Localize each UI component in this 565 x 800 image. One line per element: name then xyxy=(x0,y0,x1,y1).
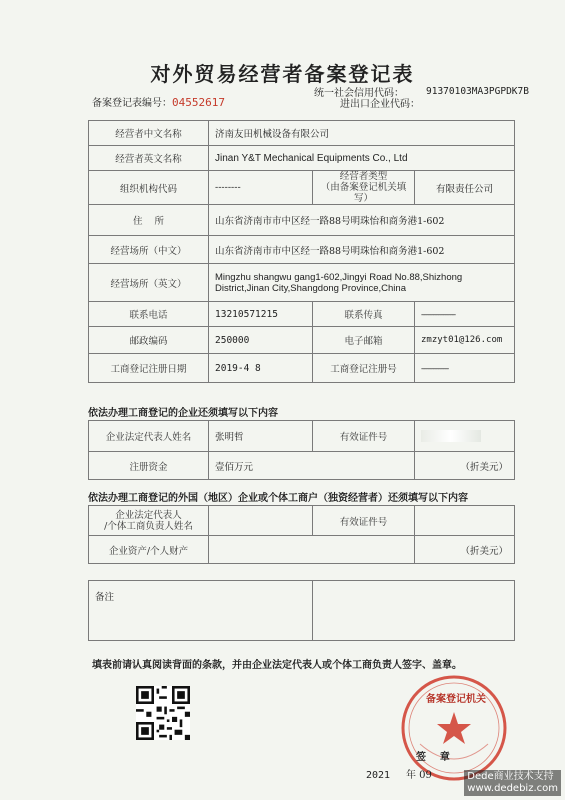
biz-reg-no-label: 工商登记注册号 xyxy=(313,354,415,383)
footer-note: 填表前请认真阅读背面的条款，并由企业法定代表人或个体工商负责人签字、盖章。 xyxy=(92,660,462,671)
registration-number xyxy=(92,94,225,109)
assets-label: 企业资产/个人财产 xyxy=(89,536,209,564)
cn-name-value: 济南友田机械设备有限公司 xyxy=(209,121,515,146)
import-export-code-label: 进出口企业代码： xyxy=(340,99,420,110)
legal-rep-value: 张明哲 xyxy=(209,421,313,452)
org-code-label: 组织机构代码 xyxy=(89,171,209,205)
section2-rep-label-line2: /个体工商负责人姓名 xyxy=(104,520,193,532)
capital-label: 注册资金 xyxy=(89,452,209,480)
site-cn-value: 山东省济南市市中区经一路88号明珠怡和商务港1-602 xyxy=(209,236,515,264)
table-row xyxy=(89,146,515,171)
assets-value xyxy=(209,536,415,564)
form-title: 对外贸易经营者备案登记表 xyxy=(150,62,415,86)
section2-rep-label-line1: 企业法定代表人 xyxy=(115,509,182,521)
email-value: zmzyt01@126.com xyxy=(415,327,515,354)
table-row xyxy=(89,264,515,302)
reg-date-label: 工商登记注册日期 xyxy=(89,354,209,383)
biz-reg-no-value: ---------------- xyxy=(415,354,515,383)
remarks-label: 备注 xyxy=(89,581,313,641)
operator-type-value: 有限责任公司 xyxy=(415,171,515,205)
en-name-value: Jinan Y&T Mechanical Equipments Co., Ltd xyxy=(209,146,515,171)
phone-value: 13210571215 xyxy=(209,302,313,327)
site-en-value: Mingzhu shangwu gang1-602,Jingyi Road No.88,Shizhong District,Jinan City,Shangdong Province,China xyxy=(209,264,515,302)
remarks-table xyxy=(88,580,515,641)
en-name-label: 经营者英文名称 xyxy=(89,146,209,171)
capital-unit: （折美元） xyxy=(415,452,515,480)
table-row xyxy=(89,452,515,480)
credit-code-value: 91370103MA3PGPDK7B xyxy=(426,86,529,97)
issue-date-year: 2021 xyxy=(366,770,391,781)
assets-unit: （折美元） xyxy=(415,536,515,564)
table-row xyxy=(89,327,515,354)
postcode-value: 250000 xyxy=(209,327,313,354)
email-label: 电子邮箱 xyxy=(313,327,415,354)
table-row xyxy=(89,354,515,383)
section2-id-value xyxy=(415,506,515,536)
fax-label: 联系传真 xyxy=(313,302,415,327)
watermark xyxy=(464,770,561,796)
section1-id-label: 有效证件号 xyxy=(313,421,415,452)
registration-number-label: 备案登记表编号： xyxy=(92,98,172,109)
qr-code-icon xyxy=(136,686,190,740)
section1-heading: 依法办理工商登记的企业还须填写以下内容 xyxy=(88,408,278,419)
table-row xyxy=(89,536,515,564)
registration-number-value: 04552617 xyxy=(172,96,225,109)
section1-table xyxy=(88,420,515,480)
section2-heading: 依法办理工商登记的外国（地区）企业或个体工商户（独资经营者）还须填写以下内容 xyxy=(88,493,468,504)
issue-date xyxy=(366,766,432,781)
org-code-value: -------- xyxy=(209,171,313,205)
watermark-line2: www.dedebiz.com xyxy=(467,783,558,794)
remarks-value xyxy=(313,581,515,641)
table-row xyxy=(89,205,515,236)
table-row xyxy=(89,506,515,536)
signature-label: 签 章 xyxy=(416,752,450,763)
cn-name-label: 经营者中文名称 xyxy=(89,121,209,146)
postcode-label: 邮政编码 xyxy=(89,327,209,354)
operator-type-label-line2: （由备案登记机关填写） xyxy=(320,182,407,204)
operator-type-label xyxy=(313,171,415,205)
address-value: 山东省济南市市中区经一路88号明珠怡和商务港1-602 xyxy=(209,205,515,236)
phone-label: 联系电话 xyxy=(89,302,209,327)
address-label: 住 所 xyxy=(89,205,209,236)
section2-id-label: 有效证件号 xyxy=(313,506,415,536)
reg-date-value: 2019-4 8 xyxy=(209,354,313,383)
site-en-label: 经营场所（英文） xyxy=(89,264,209,302)
fax-value: -------------------- xyxy=(415,302,515,327)
legal-rep-label: 企业法定代表人姓名 xyxy=(89,421,209,452)
table-row xyxy=(89,121,515,146)
registration-authority-label: 备案登记机关 xyxy=(426,694,486,705)
table-row xyxy=(89,302,515,327)
operator-type-label-line1: 经营者类型 xyxy=(339,171,388,182)
table-row xyxy=(89,421,515,452)
watermark-line1: Dede商业技术支持 xyxy=(467,771,554,782)
main-info-table xyxy=(88,120,515,383)
issue-date-rest: 年 09 xyxy=(406,770,432,781)
section2-rep-value xyxy=(209,506,313,536)
redacted-id-value xyxy=(421,430,481,442)
credit-code-label: 统一社会信用代码： xyxy=(314,88,404,99)
section1-id-value xyxy=(415,421,515,452)
table-row xyxy=(89,171,515,205)
capital-value: 壹佰万元 xyxy=(209,452,415,480)
section2-table xyxy=(88,505,515,564)
section2-rep-label xyxy=(89,506,209,536)
table-row xyxy=(89,236,515,264)
table-row xyxy=(89,581,515,641)
site-cn-label: 经营场所（中文） xyxy=(89,236,209,264)
